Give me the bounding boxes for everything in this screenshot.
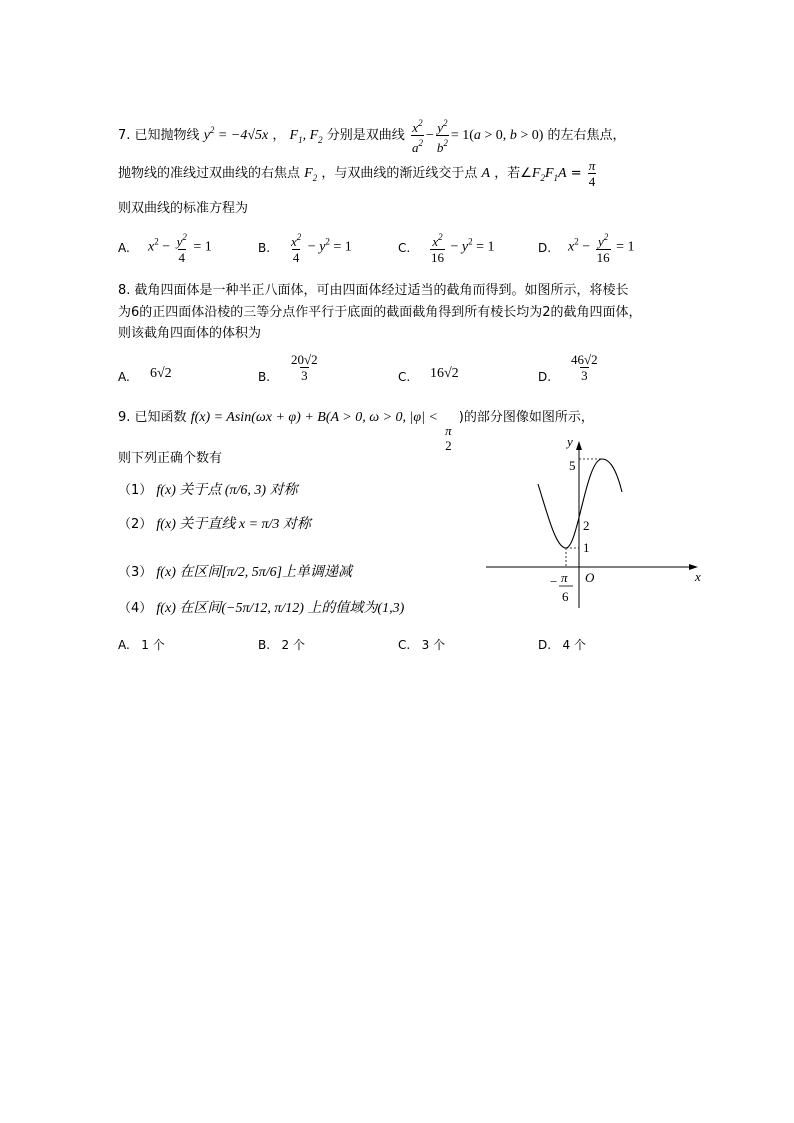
q9-option-c: C. 3 个	[398, 638, 446, 652]
q9-line1-a: 9. 已知函数	[118, 410, 187, 425]
q7-number: 7.	[118, 128, 131, 143]
q9-option-a: A. 1 个	[118, 638, 165, 652]
q8-option-d-label: D.	[538, 370, 552, 384]
q7-option-a-label: A.	[118, 241, 130, 255]
q7-text-3: 的左右焦点，	[547, 128, 626, 143]
origin-label: O	[585, 570, 595, 585]
y-axis-label: y	[567, 436, 573, 449]
q9-line-2: 则下列正确个数有	[118, 451, 223, 466]
q8-line-2: 为6的正四面体沿棱的三等分点作平行于底面的截面截角得到所有棱长均为2的截角四面体，	[118, 305, 642, 320]
q7-option-d: $x^2$ − $\frac{y^2}{16}$ = 1	[568, 232, 635, 265]
q9-option-d: D. 4 个	[538, 638, 586, 652]
q9-phi-bound: π 2	[445, 423, 452, 453]
x-tick-den: 6	[562, 589, 569, 604]
q9-item-4-text: f(x) 在区间(−5π/12, π/12) 上的值域为(1,3)	[156, 601, 405, 616]
q7-text-2: 分别是双曲线	[326, 128, 405, 143]
y-tick-5: 5	[569, 458, 576, 473]
q7-option-b-label: B.	[258, 241, 271, 255]
y-tick-1: 1	[583, 540, 590, 555]
q9-item-1-text: f(x) 关于点 (π/6, 3) 对称	[156, 483, 298, 498]
q8-line-3: 则该截角四面体的体积为	[118, 326, 262, 341]
q8-option-b: $\frac{20√2}{3}$	[291, 352, 318, 383]
q7-hyperbola-x-term: $\frac{x^2}{a^2}$	[411, 118, 423, 155]
q7-f2: $F_2$	[304, 166, 318, 183]
q8-option-c: 16√2	[430, 366, 459, 381]
q9-item-1-index: （1）	[118, 483, 153, 498]
q9-item-4	[118, 600, 404, 618]
y-tick-2: 2	[583, 518, 590, 533]
q7-line-3: 则双曲线的标准方程为	[118, 201, 249, 216]
q8-line-1: 8. 截角四面体是一种半正八面体，可由四面体经过适当的截角而得到。如图所示，将棱长	[118, 283, 629, 298]
q8-option-c-label: C.	[398, 370, 411, 384]
q8-option-d: $\frac{46√2}{3}$	[571, 352, 598, 383]
q7-text-1: 已知抛物线	[134, 128, 200, 143]
y-axis-arrow	[576, 441, 582, 450]
q8-option-a-label: A.	[118, 370, 130, 384]
q8-option-a: 6√2	[150, 366, 172, 381]
q9-item-2-text: f(x) 关于直线 x = π/3 对称	[156, 517, 311, 532]
q7-hyperbola-rhs: = 1(a > 0, b > 0)	[450, 128, 544, 143]
q8-option-b-label: B.	[258, 370, 271, 384]
q7-option-a: $x^2$ − $\frac{y^2}{4}$ = 1	[148, 232, 212, 265]
q7-option-c-label: C.	[398, 241, 411, 255]
q7-option-d-label: D.	[538, 241, 552, 255]
q9-item-2-index: （2）	[118, 517, 153, 532]
q9-option-b: B. 2 个	[258, 638, 305, 652]
q7-line2-c: ，若$\angle F_2F_1A$ =	[494, 166, 582, 183]
x-tick-sign: −	[550, 574, 558, 589]
q7-line2-a: 抛物线的准线过双曲线的右焦点	[118, 166, 301, 181]
q7-line-2	[118, 158, 598, 189]
q9-item-3-text: f(x) 在区间[π/2, 5π/6]上单调递减	[156, 565, 353, 580]
q7-foci: $F_1$, $F_2$	[289, 128, 323, 145]
q9-item-2	[118, 516, 311, 534]
q9-item-3	[118, 564, 352, 582]
q7-option-b: $\frac{x^2}{4}$ − $y^2 = 1$	[291, 232, 352, 265]
q9-line1-b: )的部分图像如图所示，	[458, 410, 594, 425]
x-axis-label: x	[695, 569, 701, 584]
q9-func: f(x) = Asin(ωx + φ) + B(A > 0, ω > 0, |φ| <	[190, 410, 438, 425]
function-curve	[538, 459, 622, 548]
q7-sep: ，	[272, 128, 286, 143]
q7-line-1: 7. 已知抛物线 $y^2 = -4√5x$ ， $F_1$, $F_2$ 分别是双曲线 $\frac{x^2}{a^2}$ − $\frac{y^2}{b^2}$ = 1(a > 0, b > 0) 的左右焦点，	[118, 118, 626, 155]
x-tick-num: π	[561, 570, 568, 585]
q9-item-3-index: （3）	[118, 565, 153, 580]
q7-hyperbola-y-term: $\frac{y^2}{b^2}$	[436, 118, 448, 155]
q7-point-a: A	[481, 166, 491, 181]
q7-option-c: $\frac{x^2}{16}$ − $y^2 = 1$	[431, 232, 495, 265]
q7-parabola: $y^2 = -4√5x$	[203, 125, 269, 143]
q9-item-1	[118, 482, 298, 500]
q9-item-4-index: （4）	[118, 601, 153, 616]
q7-line2-b: ，与双曲线的渐近线交于点	[321, 166, 478, 181]
q7-angle: $\frac{\pi}{4}$	[588, 158, 596, 189]
q9-function-graph	[486, 436, 702, 616]
